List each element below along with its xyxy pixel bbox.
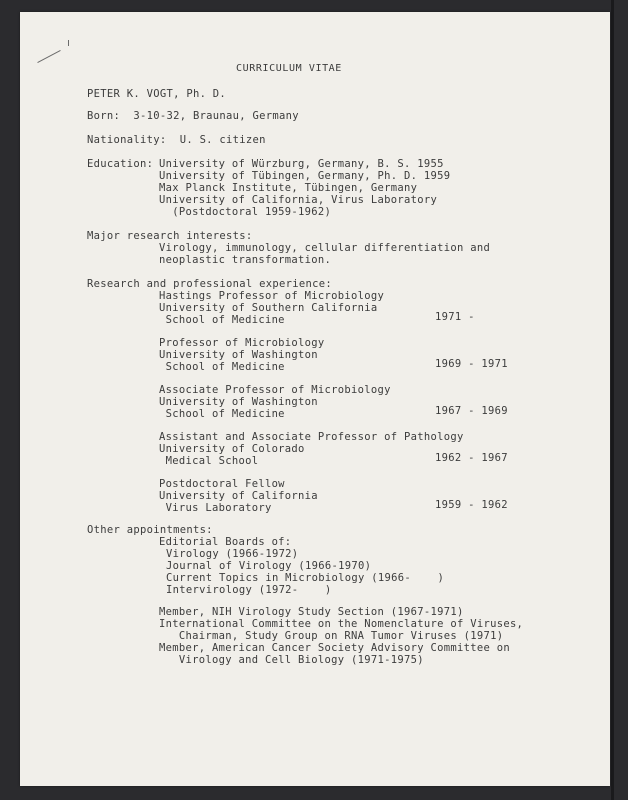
position-dates: 1969 - 1971 — [435, 358, 508, 370]
position-line: University of Colorado — [159, 443, 305, 455]
interests-line: Virology, immunology, cellular differentiation and — [159, 242, 491, 254]
membership-line: Virology and Cell Biology (1971-1975) — [159, 654, 424, 666]
position-line: Professor of Microbiology — [159, 337, 325, 349]
editorial-item: Current Topics in Microbiology (1966- ) — [166, 572, 445, 584]
position-line: Virus Laboratory — [159, 502, 272, 514]
editorial-item: Journal of Virology (1966-1970) — [166, 560, 372, 572]
position-line: Medical School — [159, 455, 259, 467]
position-line: Postdoctoral Fellow — [159, 478, 285, 490]
position-line: University of Southern California — [159, 302, 378, 314]
education-line: (Postdoctoral 1959-1962) — [159, 206, 332, 218]
position-dates: 1959 - 1962 — [435, 499, 508, 511]
person-name: PETER K. VOGT, Ph. D. — [87, 88, 227, 100]
pen-mark — [68, 40, 69, 46]
membership-line: International Committee on the Nomenclature of Viruses, — [159, 618, 524, 630]
position-line: University of Washington — [159, 349, 318, 361]
experience-label: Research and professional experience: — [87, 278, 332, 290]
position-dates: 1967 - 1969 — [435, 405, 508, 417]
interests-line: neoplastic transformation. — [159, 254, 332, 266]
scanner-edge — [611, 0, 614, 800]
position-dates: 1971 - — [435, 311, 475, 323]
membership-line: Member, NIH Virology Study Section (1967-1971) — [159, 606, 464, 618]
pen-mark — [37, 50, 60, 63]
education-line: University of California, Virus Laboratory — [159, 194, 438, 206]
position-line: School of Medicine — [159, 361, 285, 373]
document-page — [20, 12, 610, 786]
membership-line: Member, American Cancer Society Advisory Committee on — [159, 642, 510, 654]
position-line: School of Medicine — [159, 408, 285, 420]
birth-info: Born: 3-10-32, Braunau, Germany — [87, 110, 299, 122]
interests-label: Major research interests: — [87, 230, 253, 242]
position-line: Hastings Professor of Microbiology — [159, 290, 385, 302]
position-line: University of Washington — [159, 396, 318, 408]
editorial-item: Virology (1966-1972) — [166, 548, 299, 560]
editorial-item: Intervirology (1972- ) — [166, 584, 332, 596]
membership-line: Chairman, Study Group on RNA Tumor Viruses (1971) — [159, 630, 504, 642]
position-line: Associate Professor of Microbiology — [159, 384, 391, 396]
position-line: University of California — [159, 490, 318, 502]
editorial-label: Editorial Boards of: — [159, 536, 292, 548]
position-line: School of Medicine — [159, 314, 285, 326]
education-label: Education: — [87, 158, 154, 170]
other-label: Other appointments: — [87, 524, 213, 536]
education-line: University of Würzburg, Germany, B. S. 1955 — [159, 158, 444, 170]
education-line: University of Tübingen, Germany, Ph. D. 1959 — [159, 170, 451, 182]
document-title: CURRICULUM VITAE — [236, 63, 342, 74]
education-line: Max Planck Institute, Tübingen, Germany — [159, 182, 418, 194]
nationality-info: Nationality: U. S. citizen — [87, 134, 266, 146]
position-line: Assistant and Associate Professor of Pathology — [159, 431, 464, 443]
position-dates: 1962 - 1967 — [435, 452, 508, 464]
